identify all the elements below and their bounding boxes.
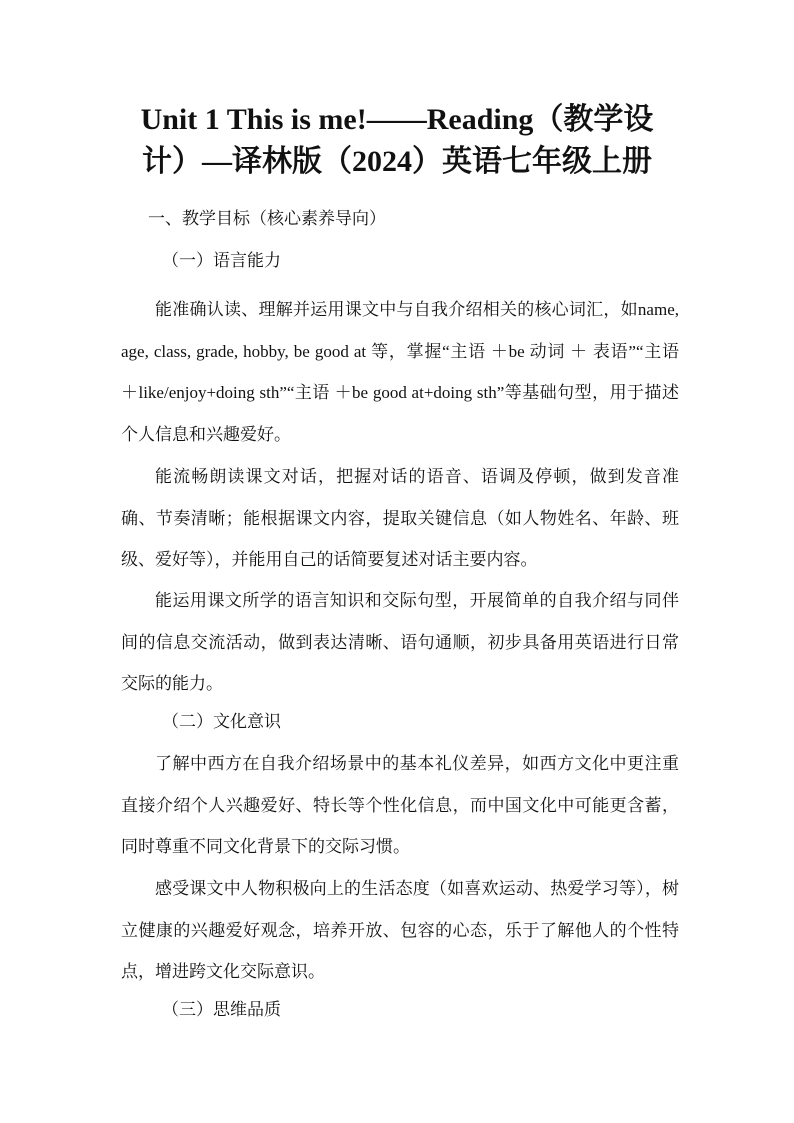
section-heading-teaching-goals: 一、教学目标（核心素养导向） [148, 209, 386, 228]
document-title-line-1: Unit 1 This is me!——Reading（教学设 [140, 103, 654, 136]
paragraph-culture-1: 了解中西方在自我介绍场景中的基本礼仪差异，如西方文化中更注重直接介绍个人兴趣爱好、特长等个性化信息，而中国文化中可能更含蓄，同时尊重不同文化背景下的交际习惯。 [121, 754, 679, 856]
subsection-heading-thinking: （三）思维品质 [162, 1000, 281, 1019]
paragraph-language-1: 能准确认读、理解并运用课文中与自我介绍相关的核心词汇，如name, age, class, grade, hobby, be good at 等，掌握“主语 ＋be 动词 ＋ 表语”“主语 ＋like/enjoy+doing sth”“主语 ＋be good at+doing sth”等基础句型，用于描述个人信息和兴趣爱好。 [121, 300, 679, 444]
paragraph-language-2: 能流畅朗读课文对话，把握对话的语音、语调及停顿，做到发音准确、节奏清晰；能根据课文内容，提取关键信息（如人物姓名、年龄、班级、爱好等），并能用自己的话简要复述对话主要内容。 [121, 467, 679, 569]
subsection-heading-language: （一）语言能力 [162, 251, 281, 270]
subsection-heading-culture: （二）文化意识 [162, 712, 281, 731]
paragraph-language-3: 能运用课文所学的语言知识和交际句型，开展简单的自我介绍与同伴间的信息交流活动，做到表达清晰、语句通顺，初步具备用英语进行日常交际的能力。 [121, 591, 679, 693]
paragraph-culture-2: 感受课文中人物积极向上的生活态度（如喜欢运动、热爱学习等），树立健康的兴趣爱好观念，培养开放、包容的心态，乐于了解他人的个性特点，增进跨文化交际意识。 [121, 879, 679, 981]
document-title-line-2: 计）—译林版（2024）英语七年级上册 [142, 145, 652, 178]
